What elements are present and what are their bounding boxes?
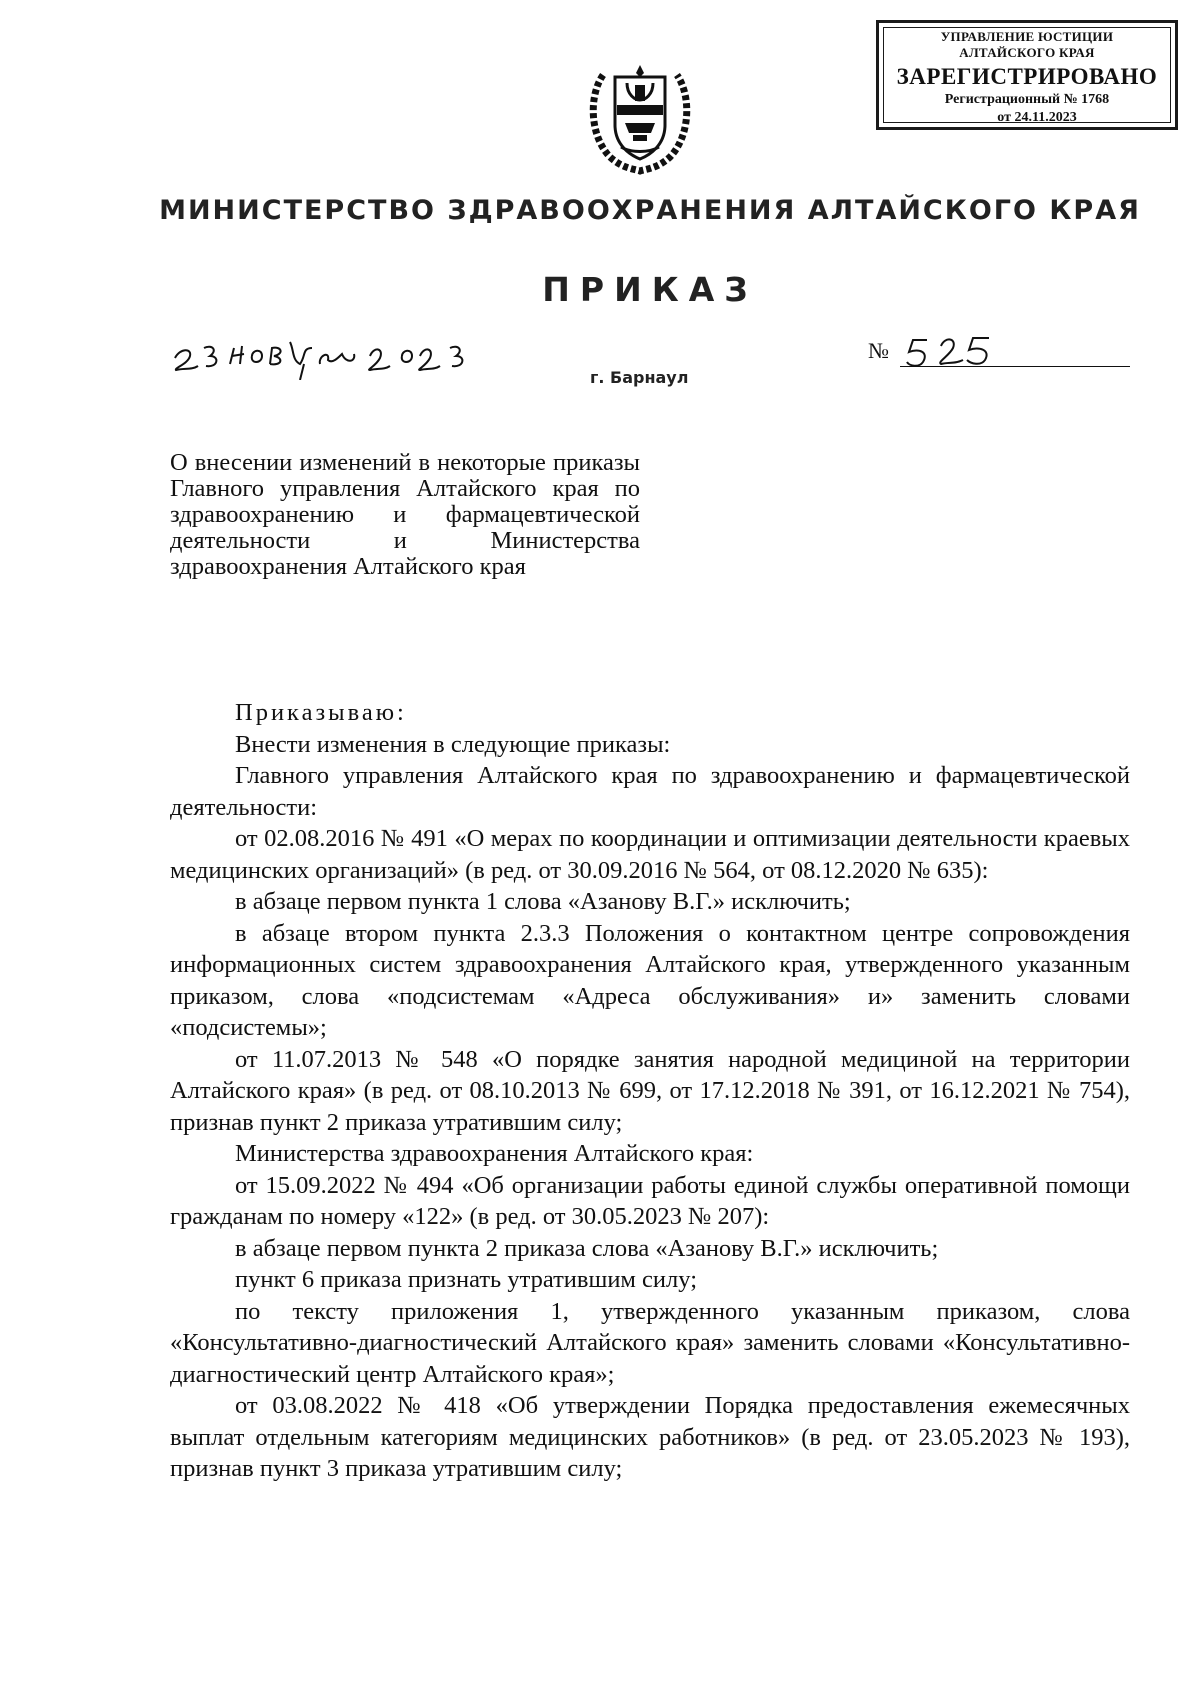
paragraph: пункт 6 приказа признать утратившим силу;: [235, 1266, 698, 1293]
paragraph: от 03.08.2022 № 418 «Об утверждении Порядка предоставления ежемесячных выплат отдельным категориям медицинских работников» (в ред. от 23.05.2023 № 193), признав пункт 3 приказа утратившим силу;: [170, 1392, 1130, 1482]
paragraph: в абзаце втором пункта 2.3.3 Положения о контактном центре сопровождения информационных систем здравоохранения Алтайского края, утвержденного указанным приказом, слова «подсистемам «Адреса обслуживания» и» заменить словами «подсистемы»;: [170, 919, 1130, 1041]
ministry-title: МИНИСТЕРСТВО ЗДРАВООХРАНЕНИЯ АЛТАЙСКОГО КРАЯ: [159, 195, 1141, 226]
paragraph: Главного управления Алтайского края по здравоохранению и фармацевтической деятельности:: [170, 762, 1130, 821]
order-opening: Приказываю:: [235, 699, 407, 726]
paragraph: в абзаце первом пункта 1 слова «Азанову В.Г.» исключить;: [235, 888, 851, 915]
stamp-department-line2: АЛТАЙСКОГО КРАЯ: [959, 45, 1095, 60]
paragraph: от 15.09.2022 № 494 «Об организации работы единой службы оперативной помощи гражданам по номеру «122» (в ред. от 30.05.2023 № 207):: [170, 1171, 1130, 1230]
registration-stamp: [876, 20, 1178, 130]
stamp-status: ЗАРЕГИСТРИРОВАНО: [896, 64, 1158, 89]
paragraph: по тексту приложения 1, утвержденного указанным приказом, слова «Консультативно-диагностический Алтайского края» заменить словами «Консультативно-диагностический центр Алтайского края»;: [170, 1297, 1130, 1388]
paragraph: в абзаце первом пункта 2 приказа слова «Азанову В.Г.» исключить;: [235, 1234, 939, 1262]
handwritten-date: [170, 320, 490, 380]
document-subject: О внесении изменений в некоторые приказы Главного управления Алтайского края по здравоохранению и фармацевтической деятельности и Министерства здравоохранения Алтайского края: [170, 449, 640, 580]
stamp-department-line1: УПРАВЛЕНИЕ ЮСТИЦИИ: [940, 29, 1114, 44]
paragraph: от 02.08.2016 № 491 «О мерах по координации и оптимизации деятельности краевых медицинских организаций» (в ред. от 30.09.2016 № 564, от 08.12.2020 № 635):: [170, 825, 1130, 884]
document-type-title: ПРИКАЗ: [542, 270, 758, 309]
coat-of-arms-icon: [585, 55, 695, 175]
stamp-reg-date: от 24.11.2023: [997, 110, 1077, 125]
paragraph: от 11.07.2013 № 548 «О порядке занятия народной медициной на территории Алтайского края» (в ред. от 08.10.2013 № 699, от 17.12.2018 № 391, от 16.12.2021 № 754), признав пункт 2 приказа утратившим силу;: [170, 1045, 1130, 1136]
paragraph: Министерства здравоохранения Алтайского края:: [235, 1140, 754, 1167]
paragraph: Внести изменения в следующие приказы:: [235, 730, 671, 758]
handwritten-number: [905, 330, 1025, 375]
city-label: г. Барнаул: [590, 368, 689, 387]
number-label: №: [868, 338, 889, 363]
document-body: [170, 697, 1130, 1485]
stamp-reg-number: Регистрационный № 1768: [944, 92, 1110, 107]
